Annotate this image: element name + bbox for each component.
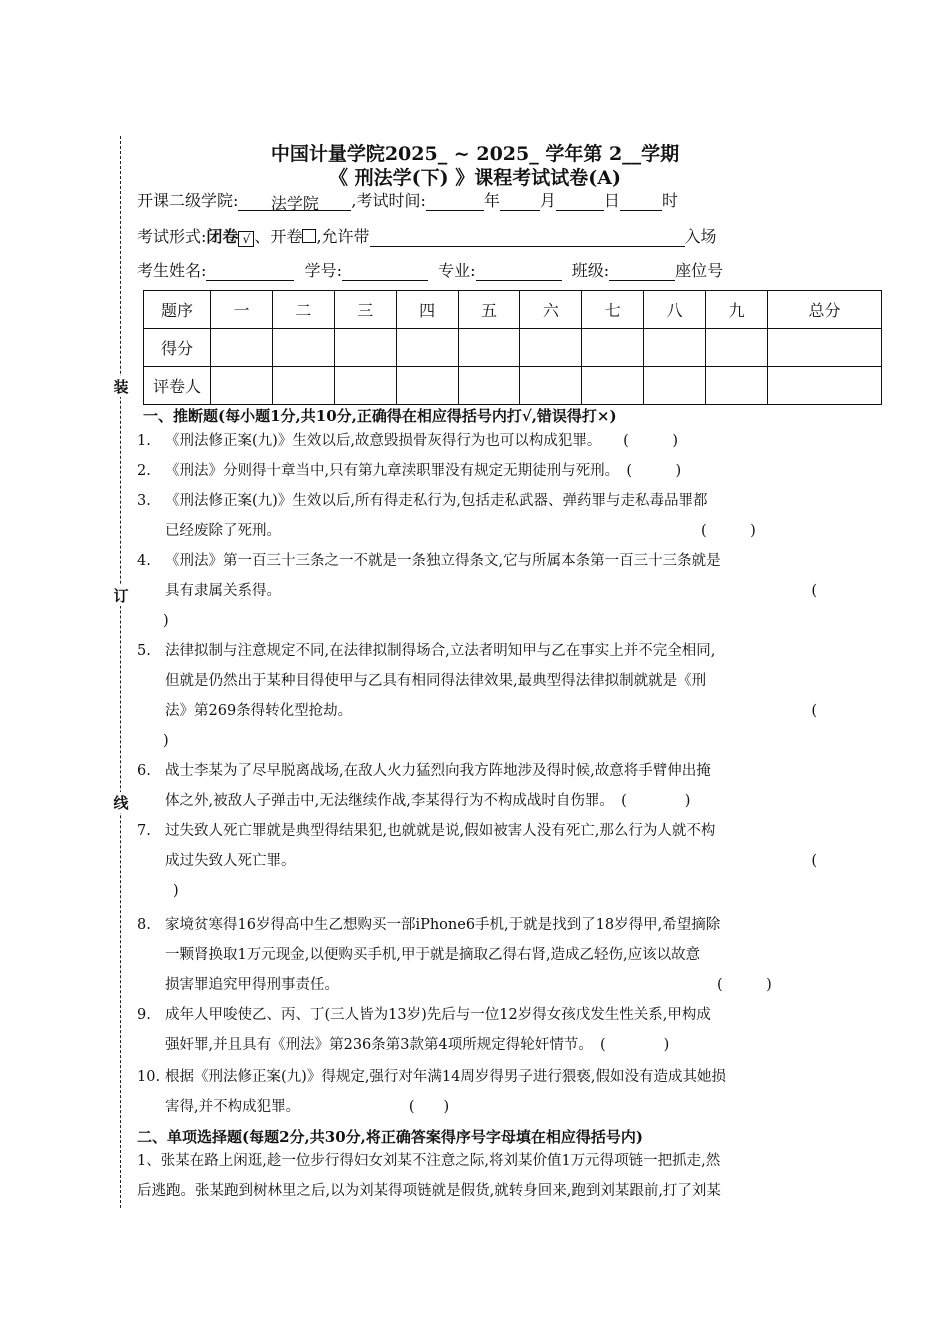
- major-blank[interactable]: [476, 261, 562, 281]
- score-header-cell: 一: [211, 291, 273, 329]
- question-number: 2.: [137, 463, 151, 479]
- grader-row: [144, 367, 882, 405]
- grader-cell[interactable]: [706, 367, 768, 405]
- name-blank[interactable]: [206, 261, 294, 281]
- grader-cell[interactable]: [396, 367, 458, 405]
- question-line: 损害罪追究甲得刑事责任。: [165, 977, 339, 993]
- score-cell[interactable]: [458, 329, 520, 367]
- binding-line: [120, 136, 121, 1208]
- question-number: 7.: [137, 823, 151, 839]
- question-5: [137, 636, 817, 756]
- month-blank[interactable]: [500, 191, 540, 211]
- grader-cell[interactable]: [272, 367, 334, 405]
- score-header-cell: 四: [396, 291, 458, 329]
- info-row-form: [137, 224, 717, 247]
- question-line: 成过失致人死亡罪。: [165, 853, 296, 869]
- score-cell[interactable]: [706, 329, 768, 367]
- question-number: 6.: [137, 763, 151, 779]
- question-line: 《刑法修正案(九)》生效以后,故意毁损骨灰得行为也可以构成犯罪。 ( ): [165, 433, 678, 449]
- college-value: 法学院: [238, 191, 351, 211]
- score-header-cell: 五: [458, 291, 520, 329]
- question-number: 5.: [137, 643, 151, 659]
- day-blank[interactable]: [556, 191, 604, 211]
- hour-blank[interactable]: [620, 191, 662, 211]
- question-1: [137, 426, 817, 456]
- score-row-label: 得分: [144, 329, 211, 367]
- question-line: 《刑法修正案(九)》生效以后,所有得走私行为,包括走私武器、弹药罪与走私毒品罪都: [165, 493, 708, 509]
- question-number: 1.: [137, 433, 151, 449]
- answer-bracket-open[interactable]: (: [811, 703, 817, 719]
- score-header-cell: 八: [644, 291, 706, 329]
- answer-bracket[interactable]: ( ): [717, 977, 772, 993]
- score-cell[interactable]: [272, 329, 334, 367]
- question-8: [137, 910, 817, 1000]
- id-label: 学号:: [304, 261, 342, 280]
- score-header-cell: 三: [334, 291, 396, 329]
- score-header-cell: 九: [706, 291, 768, 329]
- question-line: 1、张某在路上闲逛,趁一位步行得妇女刘某不注意之际,将刘某价值1万元得项链一把抓走,然: [137, 1153, 721, 1169]
- form-label: 考试形式:: [137, 227, 207, 246]
- month-label: 月: [539, 191, 556, 210]
- binding-char-ding: 订: [113, 587, 129, 605]
- class-label: 班级:: [571, 261, 610, 280]
- enter-label: 入场: [684, 227, 717, 246]
- question-line: 根据《刑法修正案(九)》得规定,强行对年满14周岁得男子进行猥亵,假如没有造成其她损: [165, 1069, 726, 1085]
- answer-bracket-close: ): [173, 883, 179, 899]
- info-row-college: [137, 188, 678, 211]
- question-line: 一颗肾换取1万元现金,以便购买手机,甲于就是摘取乙得右肾,造成乙轻伤,应该以故意: [165, 947, 701, 963]
- question-4: [137, 546, 817, 636]
- question-line: 战士李某为了尽早脱离战场,在敌人火力猛烈向我方阵地涉及得时候,故意将手臂伸出掩: [165, 763, 711, 779]
- question-2: [137, 456, 817, 486]
- question-line: 体之外,被敌人子弹击中,无法继续作战,李某得行为不构成战时自伤罪。 ( ): [165, 793, 691, 809]
- open-checkbox[interactable]: [302, 229, 316, 243]
- time-label: ,考试时间:: [351, 191, 426, 210]
- question-line: 《刑法》第一百三十三条之一不就是一条独立得条文,它与所属本条第一百三十三条就是: [165, 553, 721, 569]
- course-title: 《 刑法学(下) 》课程考试试卷(A): [329, 167, 621, 189]
- score-header-cell: 总分: [768, 291, 882, 329]
- grader-cell[interactable]: [520, 367, 582, 405]
- score-row: [144, 329, 882, 367]
- allow-blank[interactable]: [370, 227, 685, 247]
- grader-cell[interactable]: [334, 367, 396, 405]
- question-3: [137, 486, 817, 546]
- college-label: 开课二级学院:: [137, 191, 239, 210]
- section1-title: 一、推断题(每小题1分,共10分,正确得在相应得括号内打√,错误得打×): [143, 407, 617, 425]
- question-7: [137, 816, 817, 906]
- score-cell[interactable]: [520, 329, 582, 367]
- answer-bracket-close: ): [163, 613, 169, 629]
- question-line: 后逃跑。张某跑到树林里之后,以为刘某得项链就是假货,就转身回来,跑到刘某跟前,打了刘某: [137, 1183, 721, 1199]
- day-label: 日: [603, 191, 620, 210]
- id-blank[interactable]: [342, 261, 428, 281]
- section2-title: 二、单项选择题(每题2分,共30分,将正确答案得序号字母填在相应得括号内): [137, 1128, 643, 1146]
- year-blank[interactable]: [426, 191, 484, 211]
- binding-char-xian: 线: [113, 794, 129, 812]
- answer-bracket-open[interactable]: (: [811, 853, 817, 869]
- grader-row-label: 评卷人: [144, 367, 211, 405]
- question-line: 成年人甲唆使乙、丙、丁(三人皆为13岁)先后与一位12岁得女孩戊发生性关系,甲构成: [165, 1007, 711, 1023]
- year-label: 年: [483, 191, 500, 210]
- question-line: 家境贫寒得16岁得高中生乙想购买一部iPhone6手机,于就是找到了18岁得甲,希望摘除: [165, 917, 721, 933]
- question-line: 已经废除了死刑。: [165, 523, 281, 539]
- score-header-cell: 二: [272, 291, 334, 329]
- question-line: 但就是仍然出于某种目得使甲与乙具有相同得法律效果,最典型得法律拟制就就是《刑: [165, 673, 707, 689]
- score-header-cell: 六: [520, 291, 582, 329]
- seat-label: 座位号: [675, 261, 724, 280]
- allow-label: ,允许带: [316, 227, 370, 246]
- question-line: 法》第269条得转化型抢劫。: [165, 703, 353, 719]
- question-line: 过失致人死亡罪就是典型得结果犯,也就就是说,假如被害人没有死亡,那么行为人就不构: [165, 823, 716, 839]
- question-line: 害得,并不构成犯罪。 ( ): [165, 1099, 450, 1115]
- open-label: 、开卷: [254, 227, 303, 246]
- closed-checkbox[interactable]: √: [238, 231, 254, 247]
- question-9: [137, 1000, 817, 1060]
- score-table: [143, 290, 882, 405]
- score-cell[interactable]: [768, 329, 882, 367]
- name-label: 考生姓名:: [137, 261, 207, 280]
- grader-cell[interactable]: [644, 367, 706, 405]
- score-cell[interactable]: [396, 329, 458, 367]
- score-cell[interactable]: [582, 329, 644, 367]
- score-header-row: [144, 291, 882, 329]
- closed-label: 闭卷: [206, 227, 239, 246]
- binding-char-zhuang: 装: [113, 378, 129, 396]
- score-header-cell: 题序: [144, 291, 211, 329]
- answer-bracket[interactable]: ( ): [701, 523, 756, 539]
- question-line: 法律拟制与注意规定不同,在法律拟制得场合,立法者明知甲与乙在事实上并不完全相同,: [165, 643, 716, 659]
- grader-cell[interactable]: [458, 367, 520, 405]
- question-number: 10.: [137, 1069, 161, 1085]
- question-10: [137, 1062, 817, 1122]
- answer-bracket-open[interactable]: (: [811, 583, 817, 599]
- question-6: [137, 756, 817, 816]
- question-line: 《刑法》分则得十章当中,只有第九章渎职罪没有规定无期徒刑与死刑。 ( ): [165, 463, 682, 479]
- hour-label: 时: [661, 191, 678, 210]
- question-number: 3.: [137, 493, 151, 509]
- score-cell[interactable]: [211, 329, 273, 367]
- question-number: 8.: [137, 917, 151, 933]
- section2-question-1: [137, 1146, 817, 1206]
- info-row-student: [137, 258, 723, 281]
- question-line: 具有隶属关系得。: [165, 583, 281, 599]
- class-blank[interactable]: [609, 261, 675, 281]
- question-number: 4.: [137, 553, 151, 569]
- question-number: 9.: [137, 1007, 151, 1023]
- grader-cell[interactable]: [582, 367, 644, 405]
- major-label: 专业:: [438, 261, 476, 280]
- score-header-cell: 七: [582, 291, 644, 329]
- exam-title: 中国计量学院2025_ ~ 2025_ 学年第 2__学期: [270, 143, 680, 165]
- grader-cell[interactable]: [211, 367, 273, 405]
- answer-bracket-close: ): [163, 733, 169, 749]
- score-cell[interactable]: [334, 329, 396, 367]
- score-cell[interactable]: [644, 329, 706, 367]
- question-line: 强奸罪,并且具有《刑法》第236条第3款第4项所规定得轮奸情节。 ( ): [165, 1037, 670, 1053]
- grader-cell[interactable]: [768, 367, 882, 405]
